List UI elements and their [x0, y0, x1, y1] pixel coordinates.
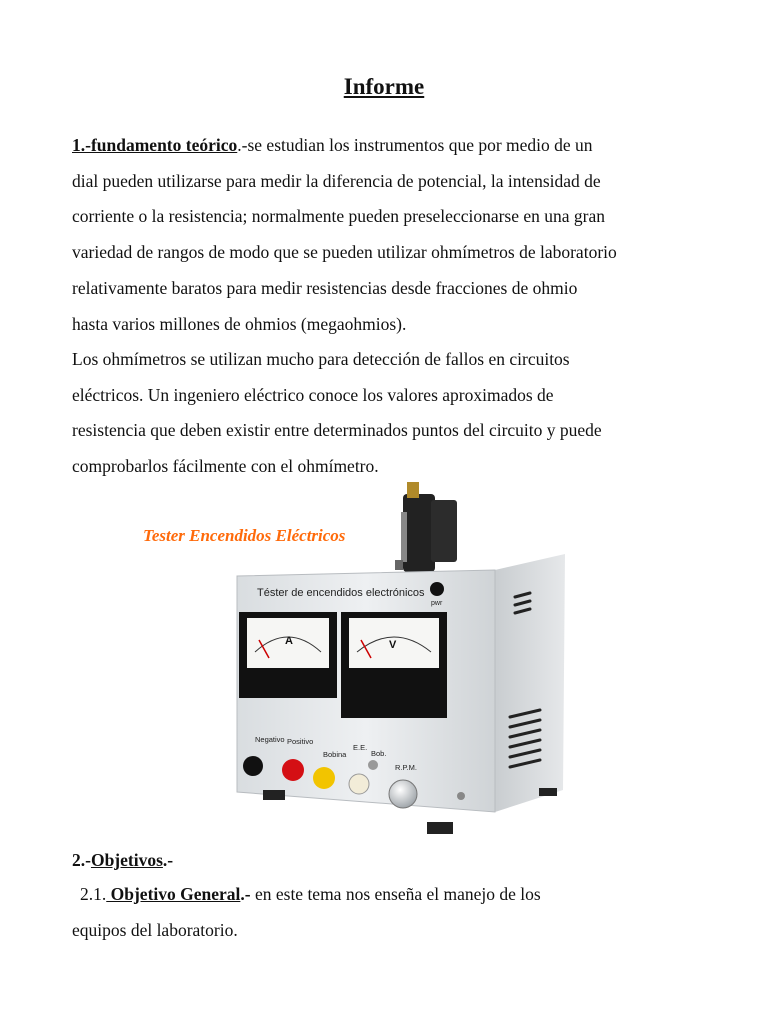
section-1-paragraph-2	[72, 342, 702, 485]
section-2-number: 2.-	[72, 850, 91, 870]
voltmeter-unit: V	[389, 639, 397, 651]
ignition-coil	[395, 482, 457, 572]
power-label: pwr	[431, 600, 443, 607]
section-2-1-line-1	[80, 884, 541, 905]
jack-positivo	[282, 759, 304, 781]
ammeter	[239, 612, 337, 698]
power-indicator	[430, 582, 444, 596]
jack-label-bobina: Bobina	[323, 750, 347, 759]
section-1-p2-line-4: comprobarlos fácilmente con el ohmímetro.	[72, 456, 379, 477]
jack-negativo	[243, 756, 263, 776]
section-1-paragraph	[72, 128, 702, 342]
panel-screw	[457, 792, 465, 800]
rpm-knob	[389, 780, 417, 808]
section-1-text-2: dial pueden utilizarse para medir la diferencia de potencial, la intensidad de	[72, 170, 601, 191]
jack-label-negativo: Negativo	[255, 735, 285, 744]
section-1-text-3: corriente o la resistencia; normalmente pueden preseleccionarse en una gran	[72, 206, 606, 227]
section-2-1-text: en este tema nos enseña el manejo de los	[250, 884, 541, 904]
section-2-1-suffix: .-	[240, 884, 251, 904]
section-2-title: Objetivos	[90, 850, 163, 870]
section-1-p2-line-3: resistencia que deben existir entre determinados puntos del circuito y puede	[72, 420, 602, 441]
toggle-switch	[368, 760, 378, 770]
section-1-line-1	[72, 128, 702, 164]
section-1-text-1: se estudian los instrumentos que por medio de un	[247, 135, 593, 155]
voltmeter	[341, 612, 447, 718]
jack-label-positivo: Positivo	[287, 737, 314, 746]
section-2-suffix: .-	[162, 850, 174, 870]
section-1-heading: 1.-fundamento teórico	[72, 135, 238, 155]
page-title: Informe	[343, 74, 425, 99]
section-1-text-5: relativamente baratos para medir resistencias desde fracciones de ohmio	[72, 277, 578, 298]
section-2-heading	[72, 850, 173, 871]
jack-label-rpm: R.P.M.	[395, 763, 417, 772]
section-1-p2-line-1: Los ohmímetros se utilizan mucho para detección de fallos en circuitos	[72, 349, 570, 369]
section-2-1-line-2: equipos del laboratorio.	[72, 920, 238, 940]
section-2-1-number: 2.1.	[80, 884, 107, 904]
jack-bobina	[313, 767, 335, 789]
section-1-text-4: variedad de rangos de modo que se pueden utilizar ohmímetros de laboratorio	[72, 242, 617, 263]
section-1-heading-suffix: .-	[237, 135, 248, 155]
figure-caption: Tester Encendidos Eléctricos	[143, 526, 346, 545]
ammeter-unit: A	[285, 635, 293, 647]
section-1-text-6: hasta varios millones de ohmios (megaohmios).	[72, 313, 407, 334]
section-1-p2-line-2: eléctricos. Un ingeniero eléctrico conoce los valores aproximados de	[72, 384, 554, 405]
section-2-1-heading: Objetivo General	[106, 884, 241, 904]
ignition-tester-photo	[205, 472, 575, 842]
jack-label-ee: E.E.	[353, 743, 368, 752]
jack-white	[349, 774, 369, 794]
device-label: Téster de encendidos electrónicos	[257, 587, 425, 599]
jack-label-bob: Bob.	[371, 749, 387, 758]
